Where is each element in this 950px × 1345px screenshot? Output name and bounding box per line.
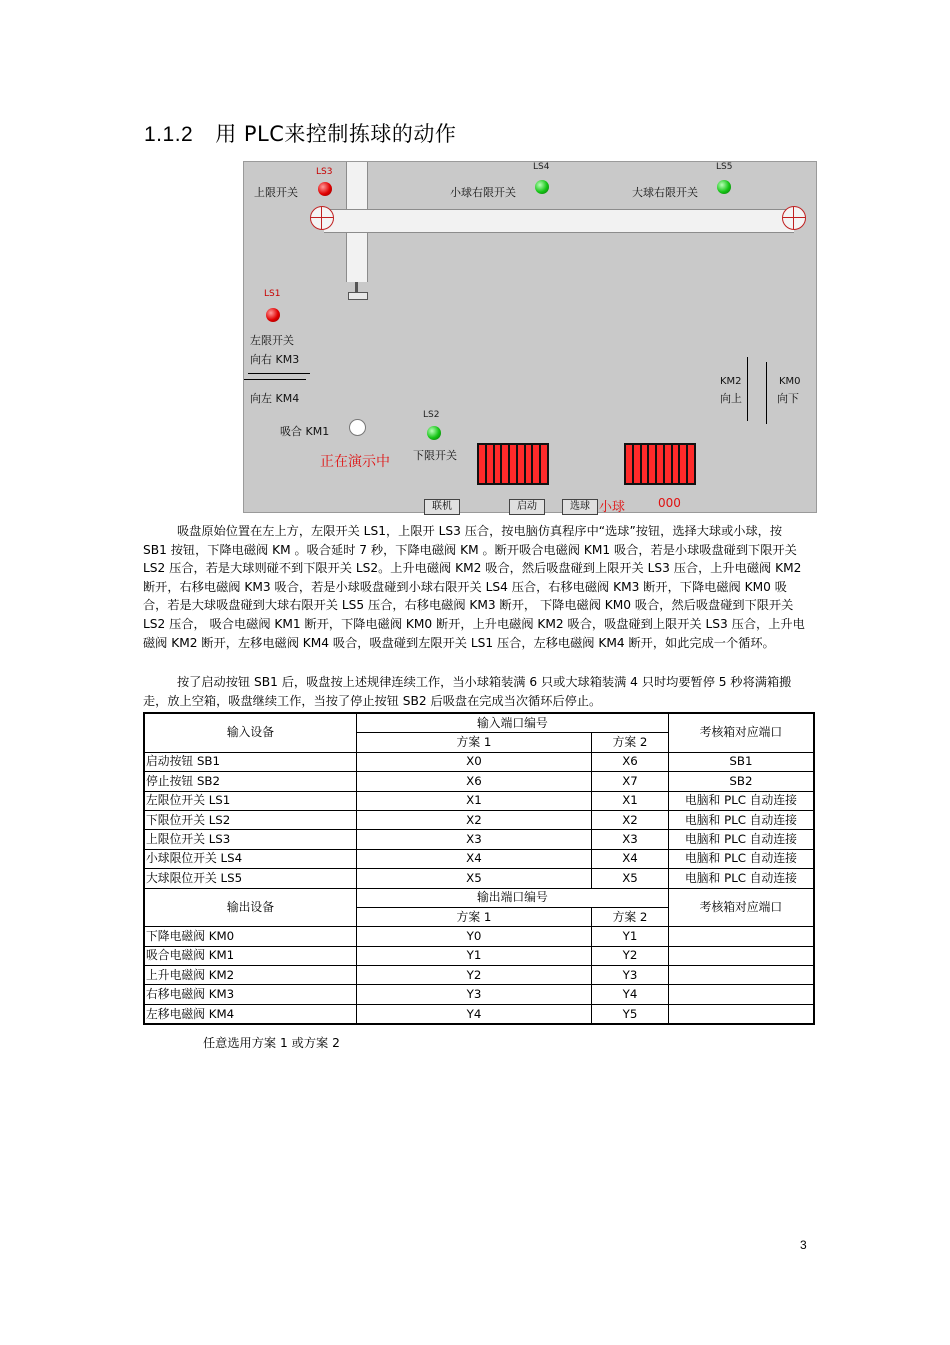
table-cell: 小球限位开关 LS4 [144, 849, 356, 868]
table-cell: 电脑和 PLC 自动连接 [668, 791, 814, 810]
table-cell: X5 [592, 869, 669, 888]
table-cell: 上升电磁阀 KM2 [144, 966, 356, 985]
paragraph-1-text: 吸盘原始位置在左上方，左限开关 LS1，上限开 LS3 压合，按电脑仿真程序中“选球”按钮，选择大球或小球，按 SB1 按钮，下降电磁阀 KM 。吸合延时 7 秒，下降电磁阀 KM 。断开吸合电磁阀 KM1 吸合，若是小球吸盘碰到下限开关 LS2 压合，若是大球则碰不到下限开关 LS2。上升电磁阀 KM2 吸合，然后吸盘碰到上限开关 LS3 压合，上升电磁阀 KM2 断开，右移电磁阀 KM3 吸合，若是小球吸盘碰到小球右限开关 LS4 压合，右移电磁阀 KM3 断开，下降电磁阀 KM0 吸合，若是大球吸盘碰到大球右限开关 LS5 压合，右移电磁阀 KM3 断开， 下降电磁阀 KM0 吸合，然后吸盘碰到下限开关 LS2 压合， 吸合电磁阀 KM1 断开，下降电磁阀 KM0 断开，上升电磁阀 KM2 吸合，吸盘碰到上限开关 LS3 压合，上升电磁阀 KM2 断开，左移电磁阀 KM4 吸合，吸盘碰到左限开关 LS1 压合，左移电磁阀 KM4 断开，如此完成一个循环。 [143, 524, 805, 650]
table-cell [668, 946, 814, 965]
output-header-row [144, 888, 814, 907]
table-cell: Y4 [356, 1004, 591, 1024]
simulation-panel [243, 161, 817, 513]
down-label: 向下 [777, 392, 799, 405]
description-paragraph-1 [143, 522, 805, 652]
box-port-header: 考核箱对应端口 [668, 713, 814, 752]
select-ball-button[interactable]: 选球 [562, 499, 598, 515]
ls2-tag: LS2 [423, 410, 440, 420]
table-cell: X4 [592, 849, 669, 868]
section-title: 用 PLC来控制拣球的动作 [215, 122, 457, 146]
ls2-indicator-lamp [427, 426, 441, 440]
suction-km1-label: 吸合 KM1 [280, 425, 330, 438]
table-cell: Y1 [592, 927, 669, 946]
table-cell: 电脑和 PLC 自动连接 [668, 849, 814, 868]
table-cell: 左移电磁阀 KM4 [144, 1004, 356, 1024]
table-row [144, 985, 814, 1004]
table-cell: X0 [356, 752, 591, 771]
table-cell: X1 [592, 791, 669, 810]
table-cell: 停止按钮 SB2 [144, 772, 356, 791]
table-cell: 吸合电磁阀 KM1 [144, 946, 356, 965]
input-header-row [144, 713, 814, 733]
table-cell: 大球限位开关 LS5 [144, 869, 356, 888]
suction-cup-stem [355, 282, 358, 292]
ls4-indicator-lamp [535, 180, 549, 194]
table-row [144, 869, 814, 888]
plan2-header: 方案 2 [592, 907, 669, 926]
table-cell: 电脑和 PLC 自动连接 [668, 869, 814, 888]
table-row [144, 830, 814, 849]
output-port-header: 输出端口编号 [356, 888, 668, 907]
online-button[interactable]: 联机 [424, 499, 460, 515]
table-cell: X6 [356, 772, 591, 791]
plan1-header: 方案 1 [356, 733, 591, 752]
suction-cup [348, 292, 368, 300]
ls3-indicator-lamp [318, 182, 332, 196]
right-pulley-icon [782, 206, 806, 230]
ball-counter: 000 [658, 496, 681, 510]
output-device-header: 输出设备 [144, 888, 356, 927]
table-cell [668, 966, 814, 985]
description-paragraph-2 [143, 673, 805, 710]
table-cell: 左限位开关 LS1 [144, 791, 356, 810]
table-cell: SB2 [668, 772, 814, 791]
big-right-limit-label: 大球右限开关 [632, 186, 698, 199]
ball-type-label: 小球 [599, 500, 626, 515]
section-number: 1.1.2 [144, 123, 194, 146]
down-arrow-icon [766, 362, 767, 424]
table-cell: X7 [592, 772, 669, 791]
section-heading [144, 118, 456, 148]
ls3-tag: LS3 [316, 167, 333, 177]
up-arrow-icon [747, 357, 748, 421]
up-label: 向上 [720, 392, 742, 405]
table-row [144, 810, 814, 829]
input-device-header: 输入设备 [144, 713, 356, 752]
big-ball-box [624, 443, 696, 485]
right-arrow-icon [248, 373, 310, 374]
move-right-km3-label: 向右 KM3 [250, 353, 300, 366]
io-assignment-table [143, 712, 815, 1025]
table-cell: 电脑和 PLC 自动连接 [668, 810, 814, 829]
plan2-header: 方案 2 [592, 733, 669, 752]
table-cell: X5 [356, 869, 591, 888]
table-cell: 右移电磁阀 KM3 [144, 985, 356, 1004]
left-limit-label: 左限开关 [250, 334, 294, 347]
small-ball-box [477, 443, 549, 485]
table-cell: Y1 [356, 946, 591, 965]
table-cell: 电脑和 PLC 自动连接 [668, 830, 814, 849]
table-row [144, 791, 814, 810]
ls5-tag: LS5 [716, 162, 733, 172]
table-cell [668, 985, 814, 1004]
table-cell: Y4 [592, 985, 669, 1004]
output-box-port-header: 考核箱对应端口 [668, 888, 814, 927]
table-cell: Y3 [356, 985, 591, 1004]
table-row [144, 1004, 814, 1024]
left-arrow-icon [244, 379, 306, 380]
table-cell: SB1 [668, 752, 814, 771]
table-cell: X2 [592, 810, 669, 829]
table-cell: Y5 [592, 1004, 669, 1024]
plan1-header: 方案 1 [356, 907, 591, 926]
table-row [144, 927, 814, 946]
table-row [144, 849, 814, 868]
ls5-indicator-lamp [717, 180, 731, 194]
table-cell: X3 [592, 830, 669, 849]
table-cell: Y2 [356, 966, 591, 985]
start-button[interactable]: 启动 [509, 499, 545, 515]
table-row [144, 966, 814, 985]
lower-limit-label: 下限开关 [413, 449, 457, 462]
table-cell: 下降电磁阀 KM0 [144, 927, 356, 946]
table-cell: 启动按钮 SB1 [144, 752, 356, 771]
km2-label: KM2 [720, 376, 742, 387]
table-cell: X2 [356, 810, 591, 829]
input-port-header: 输入端口编号 [356, 713, 668, 733]
table-cell: Y0 [356, 927, 591, 946]
table-row [144, 772, 814, 791]
ball-indicator-icon [349, 419, 366, 436]
table-cell: X4 [356, 849, 591, 868]
table-cell [668, 927, 814, 946]
table-row [144, 946, 814, 965]
table-cell: X1 [356, 791, 591, 810]
ls4-tag: LS4 [533, 162, 550, 172]
plan-note: 任意选用方案 1 或方案 2 [203, 1036, 340, 1050]
table-row [144, 752, 814, 771]
table-cell [668, 1004, 814, 1024]
table-cell: Y2 [592, 946, 669, 965]
left-pulley-icon [310, 206, 334, 230]
table-cell: 上限位开关 LS3 [144, 830, 356, 849]
small-right-limit-label: 小球右限开关 [450, 186, 516, 199]
paragraph-2-text: 按了启动按钮 SB1 后，吸盘按上述规律连续工作，当小球箱装满 6 只或大球箱装满 4 只时均要暂停 5 秒将满箱搬走，放上空箱，吸盘继续工作，当按了停止按钮 SB2 后吸盘在完成当次循环后停止。 [143, 675, 792, 708]
upper-limit-label: 上限开关 [254, 186, 298, 199]
table-cell: Y3 [592, 966, 669, 985]
page-number: 3 [800, 1238, 807, 1252]
km0-label: KM0 [779, 376, 801, 387]
table-cell: X6 [592, 752, 669, 771]
demo-status-text: 正在演示中 [320, 454, 390, 470]
ls1-tag: LS1 [264, 289, 281, 299]
horizontal-rail [324, 209, 794, 233]
move-left-km4-label: 向左 KM4 [250, 392, 300, 405]
table-cell: X3 [356, 830, 591, 849]
ls1-indicator-lamp [266, 308, 280, 322]
table-cell: 下限位开关 LS2 [144, 810, 356, 829]
